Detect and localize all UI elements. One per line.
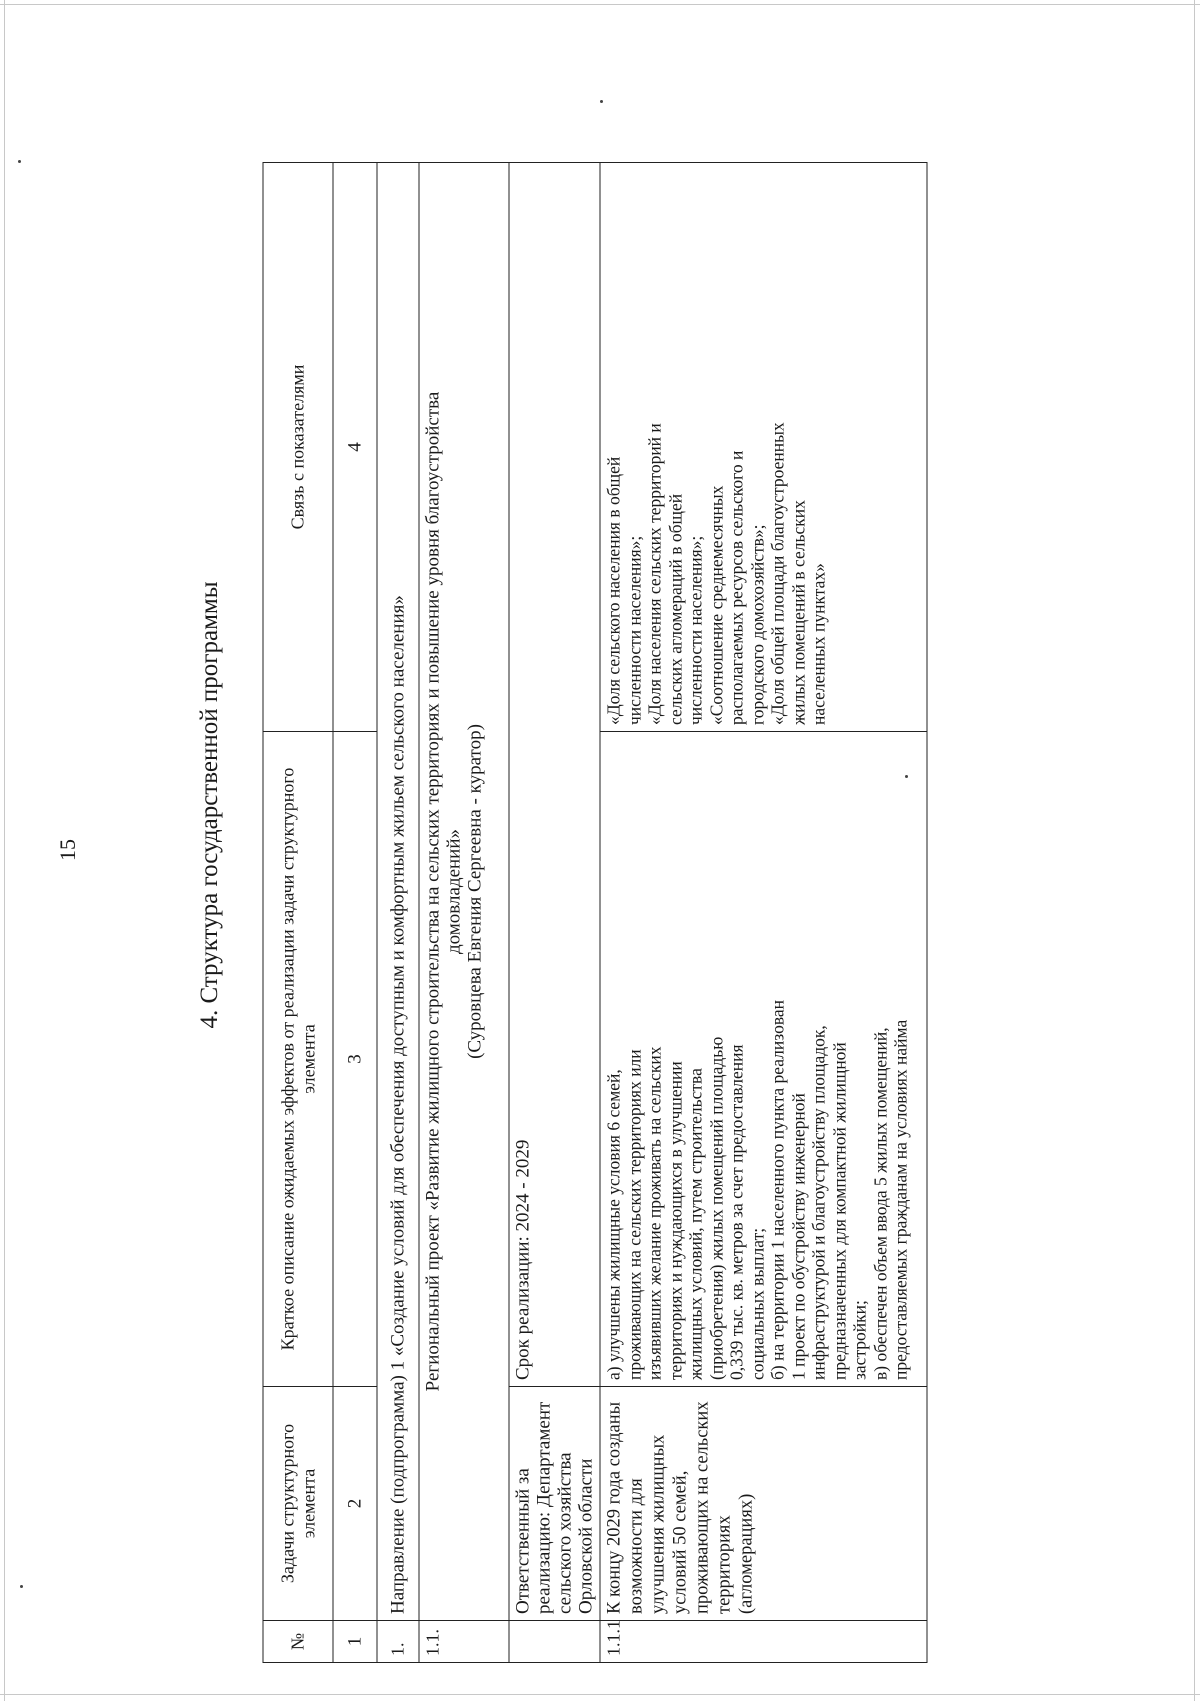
project-row [419,163,509,1663]
effects-line: а) улучшены жилищные условия 6 семей, [603,1069,624,1380]
indicator-line: «Доля населения сельских территорий и [644,423,665,725]
direction-text: Направление (подпрограмма) 1 «Создание условий для обеспечения доступным и комфортным жильем сельского населения» [377,163,419,1621]
effects-line: территориях и нуждающихся в улучшении [665,1061,685,1380]
section-title: 4. Структура государственной программы [196,581,223,1029]
effects-cell [600,732,927,1387]
indicator-line: сельских агломераций в общей [665,493,685,725]
effects-line: застройки; [849,1300,870,1380]
responsible-row [509,163,600,1663]
column-number: 2 [333,1387,377,1621]
indicators-cell [600,163,927,732]
column-number: 4 [333,163,377,732]
scan-bottom-line [0,1694,1200,1695]
indicator-line: «Доля сельского населения в общей [603,456,624,725]
effects-line: проживающих на сельских территориях или [624,1049,644,1380]
effects-line: изъявивших желание проживать на сельских [644,1046,665,1380]
scan-speck [18,160,21,163]
effects-line: жилищных условий, путем строительства [685,1068,706,1380]
project-number: 1.1. [419,1621,509,1663]
page-number: 15 [55,839,80,861]
indicator-line: «Доля общей площади благоустроенных [767,422,788,725]
effects-line: 1 проект по обустройству инженерной [788,1093,808,1380]
direction-row [377,163,419,1663]
header-effects: Краткое описание ожидаемых эффектов от реализации задачи структурного элемента [263,732,333,1387]
task-row [600,163,927,1663]
effects-line: социальных выплат; [747,1227,767,1380]
effects-line: б) на территории 1 населенного пункта реализован [767,999,788,1380]
indicator-line: городского домохозяйств»; [747,524,767,725]
effects-line: (приобретения) жилых помещений площадью [706,1036,726,1380]
scan-speck [20,1585,23,1588]
header-task: Задачи структурного элемента [263,1387,333,1621]
scan-right-line [1194,0,1195,1701]
header-number: № [263,1621,333,1663]
program-structure-table [263,162,928,1663]
indicator-line: населенных пунктах» [808,563,829,725]
indicator-line: жилых помещений в сельских [788,500,808,725]
responsible-empty-cell [509,1621,600,1663]
indicator-line: «Соотношение среднемесячных [706,485,726,725]
task-text: К концу 2029 года созданы возможности для улучшения жилищных условий 50 семей, проживающих на сельских территориях (агломерациях) [600,1387,927,1621]
indicator-line: численности населения»; [685,535,706,725]
task-number: 1.1.1 [600,1621,927,1663]
effects-line: инфраструктурой и благоустройству площадок, [808,1025,829,1380]
scan-top-line [0,4,1200,5]
column-number: 3 [333,732,377,1387]
effects-line: 0,339 тыс. кв. метров за счет предоставления [726,1044,747,1380]
responsible-text: Ответственный за реализацию: Департамент сельского хозяйства Орловской области [509,1387,600,1621]
project-text [419,163,509,1621]
column-number: 1 [333,1621,377,1663]
program-structure-table-wrapper [263,163,928,1663]
scan-speck [600,100,603,103]
column-numbers-row [333,163,377,1663]
direction-number: 1. [377,1621,419,1663]
term-text: Срок реализации: 2024 - 2029 [509,163,600,1387]
indicator-line: располагаемых ресурсов сельского и [726,450,747,725]
scan-left-line [4,0,5,1701]
indicator-line: численности населения»; [624,535,644,725]
effects-line: предназначенных для компактной жилищной [829,1042,849,1380]
header-row [263,163,333,1663]
project-title-cont: домовладений» [443,828,465,955]
project-curator: (Суровцева Евгения Сергеевна - куратор) [464,724,486,1059]
effects-line: в) обеспечен объем ввода 5 жилых помещений, [870,1027,890,1380]
header-indicators: Связь с показателями [263,163,333,732]
project-title: Региональный проект «Развитие жилищного строительства на сельских территориях и повышение уровня благоустройства [422,391,444,1392]
effects-line: предоставляемых гражданам на условиях найма [890,1019,911,1380]
